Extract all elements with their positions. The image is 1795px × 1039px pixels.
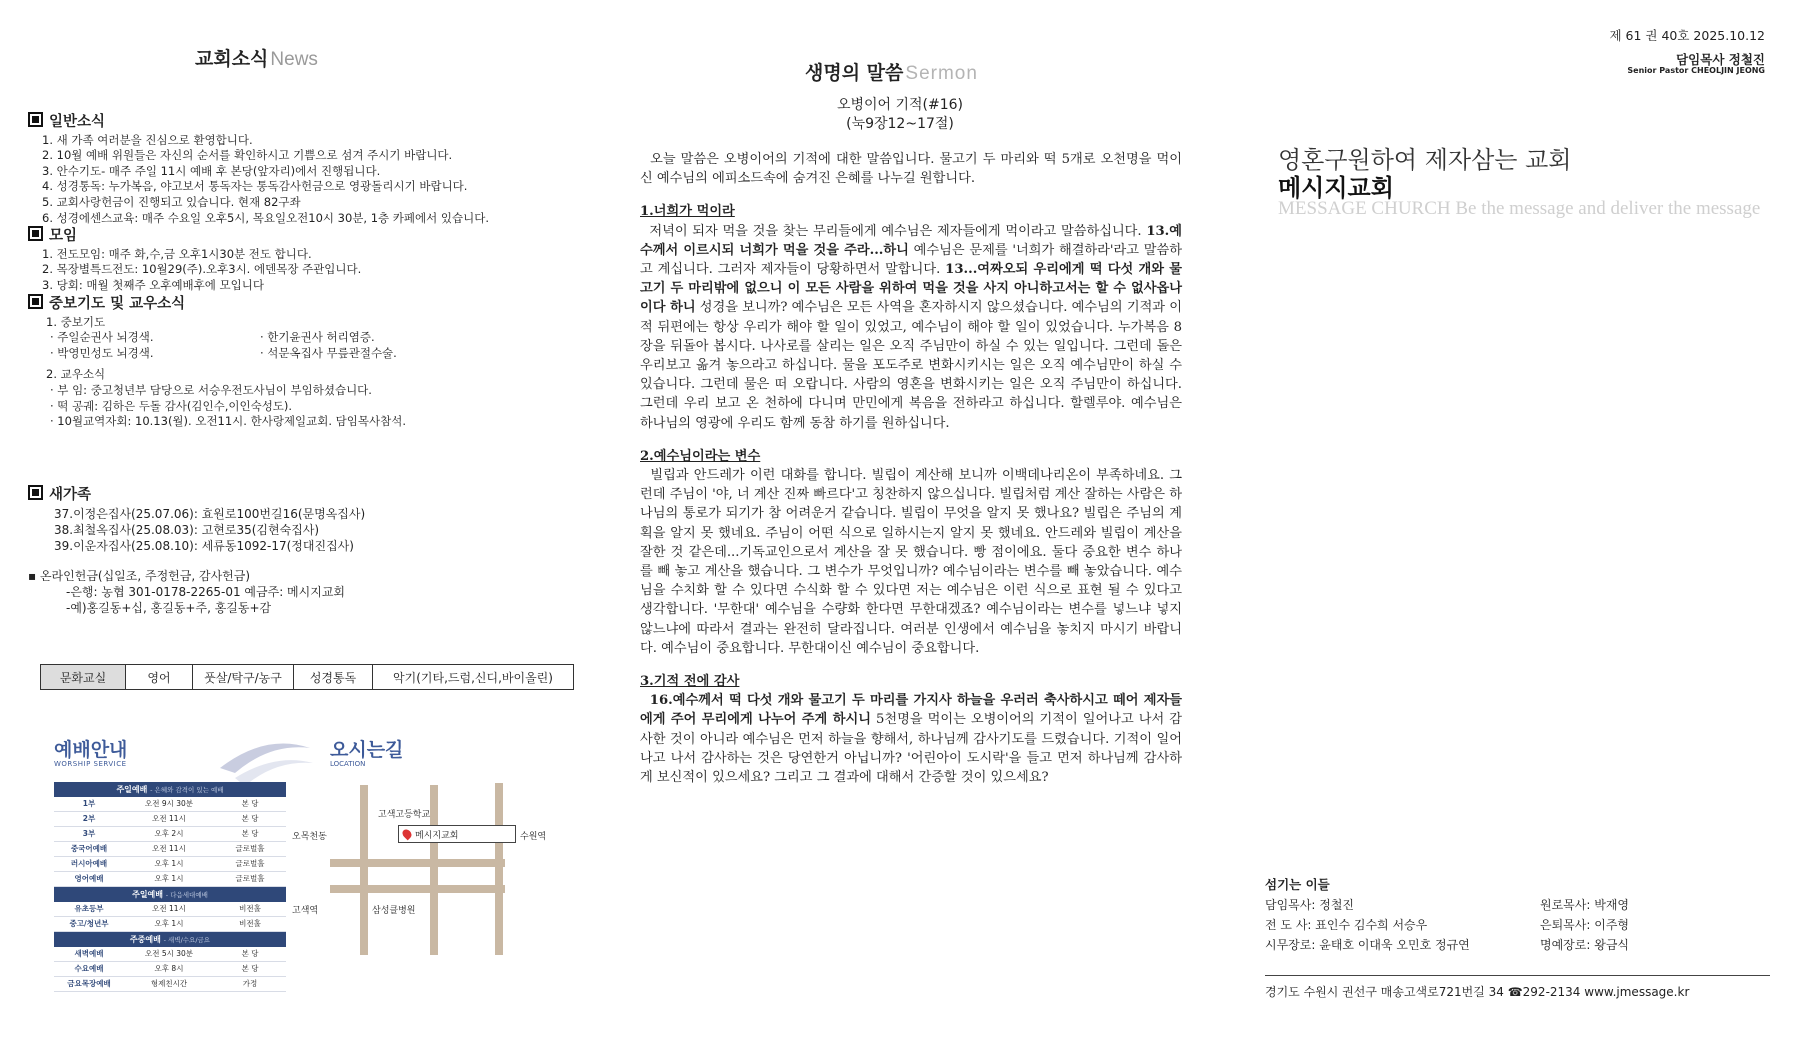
list-item: 3. 당회: 매월 첫째주 오후예배후에 모입니다 [42,277,264,292]
worship-cell: 오전 11시 [152,904,186,913]
church-contact-footer: 경기도 수원시 권선구 매송고색로721번길 34 ☎292-2134 www.jmessage.kr [1265,985,1690,999]
worship-table [54,782,286,992]
list-item: 1. 전도모임: 매주 화,수,금 오후1시30분 전도 합니다. [42,246,312,261]
worship-cell: 새벽예배 [74,949,104,958]
map-road [330,859,505,867]
new-family-item: 37.이정은집사(25.07.06): 효원로100번길16(문명옥집사) [54,506,366,521]
senior-pastor-en: Senior Pastor CHEOLJIN JEONG [1627,66,1765,75]
location-title: 오시는길 [330,739,404,761]
sermon-point-3: 3.기적 전에 감사 16.예수께서 떡 다섯 개와 물고기 두 마리를 가지사 하늘을 우러러 축사하시고 떼어 제자들에게 주어 무리에게 나누어 주게 하시니 5천명을 먹이는 오병이어의 기적이 일어나고 나서 감사한 것이 아니라 예수님은 먼저 하늘을 향해서, 하나님께 감사기도를 드렸습니다. 기적이 일어나고 나서 감사하는 것은 당연한거 아닙니까? '어린아이 도시락'을 들고 먼저 하나님께 감사하게 보신적이 있으세요? 그리고 그 결과에 대해서 간증할 것이 있으세요? [640,674,1183,786]
meeting-list [28,247,608,294]
general-news-section [28,112,608,226]
map-road [430,785,438,955]
sermon-reference: (눅9장12~17절) [846,116,954,132]
online-offering [28,568,608,616]
worship-cell: 본 당 [241,814,259,823]
worship-cell: 러시아예배 [70,859,108,868]
sermon-title: 오병이어 기적(#16) [836,97,964,113]
worship-cell: 영어예배 [74,874,104,883]
worship-cell: 비전홀 [239,919,261,928]
worship-guide [54,735,290,992]
general-news-heading: 일반소식 [28,112,608,131]
new-family-item: 38.최철옥집사(25.08.03): 고현로35(김현숙집사) [54,522,320,537]
new-family-item: 39.이운자집사(25.08.10): 세류동1092-17(정대진집사) [54,538,354,553]
location-map [292,735,580,957]
senior-pastor: 담임목사 정철진 [1676,52,1765,67]
worship-cell: 본 당 [241,829,259,838]
staff-row: 전 도 사: 표인수 김수희 서승우 은퇴목사: 이주형 [1265,918,1630,932]
cover-column [1240,0,1795,1039]
map-pin-icon [401,828,414,841]
map-label-west: 오목천동 [292,832,327,842]
sermon-point-1: 1.너희가 먹이라 저녁이 되자 먹을 것을 찾는 무리들에게 예수님은 제자들에게 먹이라고 말씀하십니다. 13.예수께서 이르시되 너희가 먹을 것을 주라...하니 예수님은 문제를 '너희가 해결하라'라고 말씀하고 계십니다. 그러자 제자들이 당황하면서 말합니다. 13...여짜오되 우리에게 떡 다섯 개와 물고기 두 마리밖에 없으니 이 모든 사람을 위하여 먹을 것을 사지 아니하고서는 할 수 없사옵나이다 하니 성경을 보니까? 예수님은 모든 사역을 혼자하시지 않으셨습니다. 예수님의 기적과 이적 뒤편에는 항상 우리가 해야 할 일이 있었고, 예수님이 해야 할 일이 있었습니다. 누가복음 8장을 뒤돌아 봅시다. 나사로를 살리는 일은 오직 주님만이 하실 수 있는 일입니다. 그런데 돌은 우리보고 옮겨 놓으라고 하십니다. 물을 포도주로 변화시키시는 일은 오직 예수님만이 하실 수 있습니다. 그런데 물은 떠 오랍니다. 사람의 영혼을 변화시키는 일은 오직 주님만이 하십니다. 그런데 우리 보고 온 천하에 다니며 만민에게 복음을 전하라고 하십니다. 할렐루야. 예수님은 하나님의 영광에 우리도 함께 동참 하기를 원하십니다. [640,204,1182,431]
worship-cell: 수요예배 [74,964,104,973]
checkbox-icon [28,294,43,309]
worship-cell: 오후 1시 [154,919,184,928]
tab-bible-reading[interactable]: 성경통독 [294,665,373,689]
worship-cell: 본 당 [241,799,259,808]
church-name-en: MESSAGE CHURCH Be the message and deliver the message [1278,198,1761,219]
list-item: 1. 새 가족 여러분을 진심으로 환영합니다. [42,132,253,147]
worship-row [54,812,286,827]
offering-bank: -은행: 농협 301-0178-2265-01 예금주: 메시지교회 [66,585,346,599]
list-item: 3. 안수기도- 매주 주일 11시 예배 후 본당(앞자리)에서 진행됩니다. [42,163,381,178]
worship-cell: 유초등부 [74,904,104,913]
staff-list [1265,875,1765,955]
news-title-ko: 교회소식 [195,48,269,70]
member-news-item: · 떡 공궤: 김하은 두돌 감사(김인수,이인숙성도). [50,398,293,413]
meeting-heading: 모임 [28,226,608,245]
issue-number: 제 61 권 40호 2025.10.12 [1609,28,1765,43]
prayer-heading: 중보기도 및 교우소식 [28,294,608,313]
worship-row [54,977,286,992]
worship-cell: 오후 1시 [154,874,184,883]
prayer-section [28,294,608,430]
sermon-column [620,0,1183,1039]
list-item: 2. 목장별특드전도: 10월29(주).오후3시. 에덴목장 주관입니다. [42,262,362,277]
map-label-east: 수원역 [520,832,547,842]
worship-cell: 오전 5시 30분 [144,949,194,958]
worship-cell: 1부 [82,799,96,808]
worship-cell: 가정 [242,979,258,988]
point-heading: 1.너희가 먹이라 [640,204,735,220]
worship-row [54,947,286,962]
worship-cell: 글로벌홀 [235,844,265,853]
point-heading: 3.기적 전에 감사 [640,674,740,690]
worship-cell: 글로벌홀 [235,859,265,868]
worship-cell: 중국어예배 [70,844,108,853]
church-slogan: 영혼구원하여 제자삼는 교회 [1278,146,1572,174]
map-label-school: 고색고등학교 [378,810,431,820]
worship-cell: 글로벌홀 [235,874,265,883]
worship-cell: 형제친시간 [150,979,188,988]
worship-cell: 비전홀 [239,904,261,913]
worship-cell: 금요목장예배 [67,979,111,988]
general-news-list [28,133,608,227]
worship-row [54,917,286,932]
member-news-item: · 부 임: 중고청년부 담당으로 서승우전도사님이 부임하셨습니다. [50,382,372,397]
worship-row [54,872,286,887]
new-family-heading: 새가족 [28,485,608,504]
worship-cell: 오전 9시 30분 [144,799,194,808]
culture-class-tabs [40,664,574,690]
map-road [330,885,505,893]
list-item: 2. 10월 예배 위원들은 자신의 순서를 확인하시고 기쁨으로 섬겨 주시기 바랍니다. [42,148,453,163]
list-item: 6. 성경에센스교육: 매주 수요일 오후5시, 목요일오전10시 30분, 1층 카페에서 있습니다. [42,210,489,225]
map-road [360,785,368,955]
sermon-intro: 오늘 말씀은 오병이어의 기적에 대한 말씀입니다. 물고기 두 마리와 떡 5개로 오천명을 먹이신 예수님의 에피소드속에 숨겨진 은혜를 나누길 원합니다. [640,152,1182,187]
worship-cell: 본 당 [241,949,259,958]
staff-row: 시무장로: 윤태호 이대욱 오민호 정규연 명예장로: 왕금식 [1265,938,1630,952]
tab-instruments[interactable]: 악기(기타,드럼,신디,바이올린) [393,670,553,685]
worship-row [54,962,286,977]
list-item: 5. 교회사랑헌금이 진행되고 있습니다. 현재 82구좌 [42,194,301,209]
worship-row [54,827,286,842]
worship-title: 예배안내 [54,739,128,761]
worship-cell: 오후 2시 [154,829,184,838]
prayer-subheading: 1. 중보기도 [46,314,106,329]
checkbox-icon [28,112,43,127]
church-name: 메시지교회 [1278,174,1394,202]
news-title-en: News [270,49,318,70]
worship-row [54,797,286,812]
worship-cell: 중고/청년부 [69,919,109,928]
offering-line: ▪ 온라인헌금(십일조, 주정헌금, 감사헌금) [28,569,251,583]
worship-row [54,857,286,872]
map-label-hospital: 삼성클병원 [372,906,416,916]
tab-culture-class[interactable]: 문화교실 [41,665,126,689]
worship-row [54,842,286,857]
staff-row: 담임목사: 정철진 원로목사: 박재영 [1265,898,1630,912]
worship-subtitle: WORSHIP SERVICE [54,760,127,768]
member-news-subheading: 2. 교우소식 [46,367,106,382]
member-news-item: · 10월교역자회: 10.13(월). 오전11시. 한사랑제일교회. 담임목사참석. [50,414,406,429]
worship-row [54,902,286,917]
map-label-station: 고색역 [292,906,319,916]
worship-cell: 오후 8시 [154,964,184,973]
worship-group-header: 주일예배 - 다음세대예배 [54,887,286,902]
news-title [195,44,318,71]
news-column [0,0,620,1039]
tab-english[interactable]: 영어 [126,665,193,689]
worship-cell: 오후 1시 [154,859,184,868]
sermon-section-title: 생명의 말씀 Sermon [805,62,978,84]
list-item: 4. 성경통독: 누가복음, 야고보서 통독자는 통독감사헌금으로 영광돌리시기 바랍니다. [42,179,468,194]
sermon-body [640,150,1182,801]
new-family-section [28,485,608,554]
worship-cell: 본 당 [241,964,259,973]
map-road [495,783,503,955]
meeting-section [28,226,608,293]
tab-sports[interactable]: 풋살/탁구/농구 [193,665,294,689]
offering-example: -예)홍길동+십, 홍길동+주, 홍길동+감 [66,601,272,615]
checkbox-icon [28,485,43,500]
point-heading: 2.예수님이라는 변수 [640,448,761,464]
location-subtitle: LOCATION [330,760,366,768]
prayer-row: · 주일순권사 뇌경색. · 한기윤권사 허리염증. [50,330,375,345]
worship-cell: 오전 11시 [152,844,186,853]
worship-cell: 3부 [82,829,96,838]
staff-heading: 섬기는 이들 [1265,877,1330,892]
footer-divider [1265,975,1770,976]
checkbox-icon [28,226,43,241]
worship-group-header: 주일예배 - 은혜와 감격이 있는 예배 [54,782,286,797]
church-marker: 메시지교회 [398,825,516,843]
worship-cell: 오전 11시 [152,814,186,823]
worship-cell: 2부 [82,814,96,823]
sermon-point-2: 2.예수님이라는 변수 빌립과 안드레가 이런 대화를 합니다. 빌립이 계산해 보니까 이백데나리온이 부족하네요. 그런데 주님이 '야, 너 계산 진짜 빠르다'고 칭찬하지 않으십니다. 빌립처럼 계산 잘하는 사람은 하나님의 통로가 되기가 참 어려운거 같습니다. 빌립이 무엇을 알지 못 했나요? 빌립은 주님의 계획을 알지 못 했네요. 주님이 어떤 식으로 일하시는지 알지 못 했네요. 안드레와 빌립이 계산을 잘한 것 같은데...기독교인으로서 계산을 잘 못 했습니다. 빵 점이에요. 둘다 중요한 변수 하나를 빼 놓고 계산을 했습니다. 그 변수가 무엇입니까? 예수님이라는 변수를 빼 놓았습니다. 예수님을 수치화 할 수 있다면 수식화 할 수 있다면 저는 예수님은 이런 식으로 표현 될 수 있다고 생각합니다. '무한대' 예수님을 수량화 한다면 무한대겠죠? 예수님이라는 변수를 넣느냐 넣지 않느냐에 따라서 결과는 완전히 달라집니다. 여러분 인생에서 예수님을 놓치지 마시기 바랍니다. 예수님이 중요합니다. 무한대이신 예수님이 중요합니다. [640,448,1182,656]
worship-group-header: 주중예배 - 새벽/수요/금요 [54,932,286,947]
prayer-row: · 박영민성도 뇌경색. · 석문옥집사 무릎관절수술. [50,345,397,360]
